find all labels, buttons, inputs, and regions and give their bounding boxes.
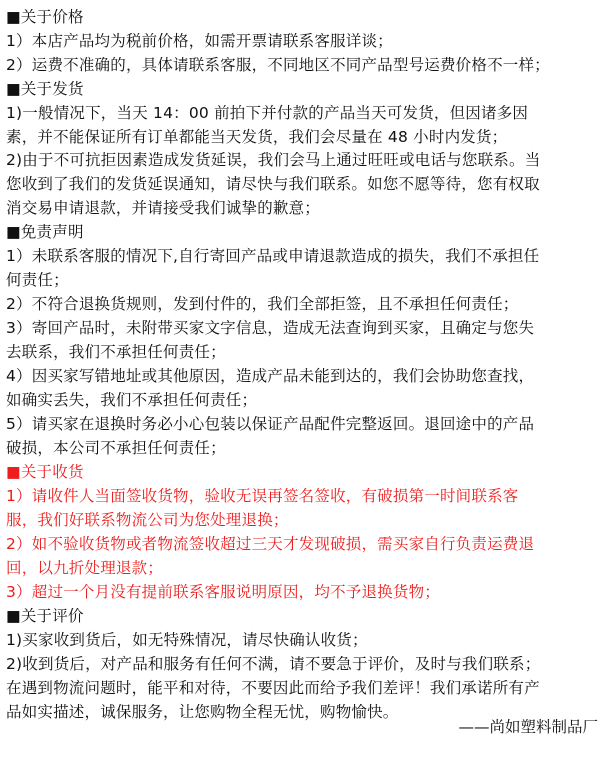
signature: ——尚如塑料制品厂 (458, 718, 598, 736)
receiving-line-3: 2）如不验收货物或者物流签收超过三天才发现破损，需买家自行负责运费退 (6, 535, 535, 553)
heading-receiving: ■关于收货 (6, 463, 84, 481)
price-line-2: 2）运费不准确的，具体请联系客服，不同地区不同产品型号运费价格不一样； (6, 56, 550, 74)
disclaimer-line-9: 破损，本公司不承担任何责任； (6, 439, 226, 457)
receiving-line-5: 3）超过一个月没有提前联系客服说明原因，均不予退换货物； (6, 583, 440, 601)
shipping-line-3: 2)由于不可抗拒因素造成发货延误，我们会马上通过旺旺或电话与您联系。当 (6, 151, 541, 169)
heading-reviews: ■关于评价 (6, 607, 84, 625)
heading-shipping: ■关于发货 (6, 80, 84, 98)
disclaimer-line-8: 5）请买家在退换时务必小心包装以保证产品配件完整返回。退回途中的产品 (6, 415, 535, 433)
disclaimer-line-5: 去联系，我们不承担任何责任； (6, 343, 226, 361)
shipping-line-2: 素，并不能保证所有订单都能当天发货，我们会尽量在 48 小时内发货； (6, 128, 508, 146)
shipping-line-5: 消交易申请退款，并请接受我们诚挚的歉意； (6, 199, 321, 217)
reviews-line-2: 2)收到货后，对产品和服务有任何不满，请不要急于评价，及时与我们联系； (6, 655, 541, 673)
disclaimer-line-6: 4）因买家写错地址或其他原因，造成产品未能到达的，我们会协助您查找， (6, 367, 535, 385)
disclaimer-line-3: 2）不符合退换货规则，发到付件的，我们全部拒签，且不承担任何责任； (6, 295, 519, 313)
receiving-line-2: 服，我们好联系物流公司为您处理退换； (6, 511, 289, 529)
disclaimer-line-4: 3）寄回产品时，未附带买家文字信息，造成无法查询到买家，且确定与您失 (6, 319, 535, 337)
price-line-1: 1）本店产品均为税前价格，如需开票请联系客服详谈； (6, 32, 393, 50)
reviews-line-4: 品如实描述，诚保服务，让您购物全程无忧，购物愉快。 (6, 703, 399, 721)
heading-price: ■关于价格 (6, 8, 84, 26)
disclaimer-line-2: 何责任； (6, 271, 69, 289)
disclaimer-line-1: 1）未联系客服的情况下,自行寄回产品或申请退款造成的损失，我们不承担任 (6, 247, 540, 265)
receiving-line-1: 1）请收件人当面签收货物，验收无误再签名签收，有破损第一时间联系客 (6, 487, 519, 505)
reviews-line-3: 在遇到物流问题时，能平和对待，不要因此而给予我们差评！我们承诺所有产 (6, 679, 540, 697)
reviews-line-1: 1)买家收到货后，如无特殊情况，请尽快确认收货； (6, 631, 368, 649)
heading-disclaimer: ■免责声明 (6, 223, 84, 241)
shipping-line-4: 您收到了我们的发货延误通知，请尽快与我们联系。如您不愿等待，您有权取 (6, 175, 540, 193)
disclaimer-line-7: 如确实丢失，我们不承担任何责任； (6, 391, 258, 409)
shipping-line-1: 1)一般情况下，当天 14：00 前拍下并付款的产品当天可发货，但因诸多因 (6, 104, 529, 122)
receiving-line-4: 回，以九折处理退款； (6, 559, 164, 577)
